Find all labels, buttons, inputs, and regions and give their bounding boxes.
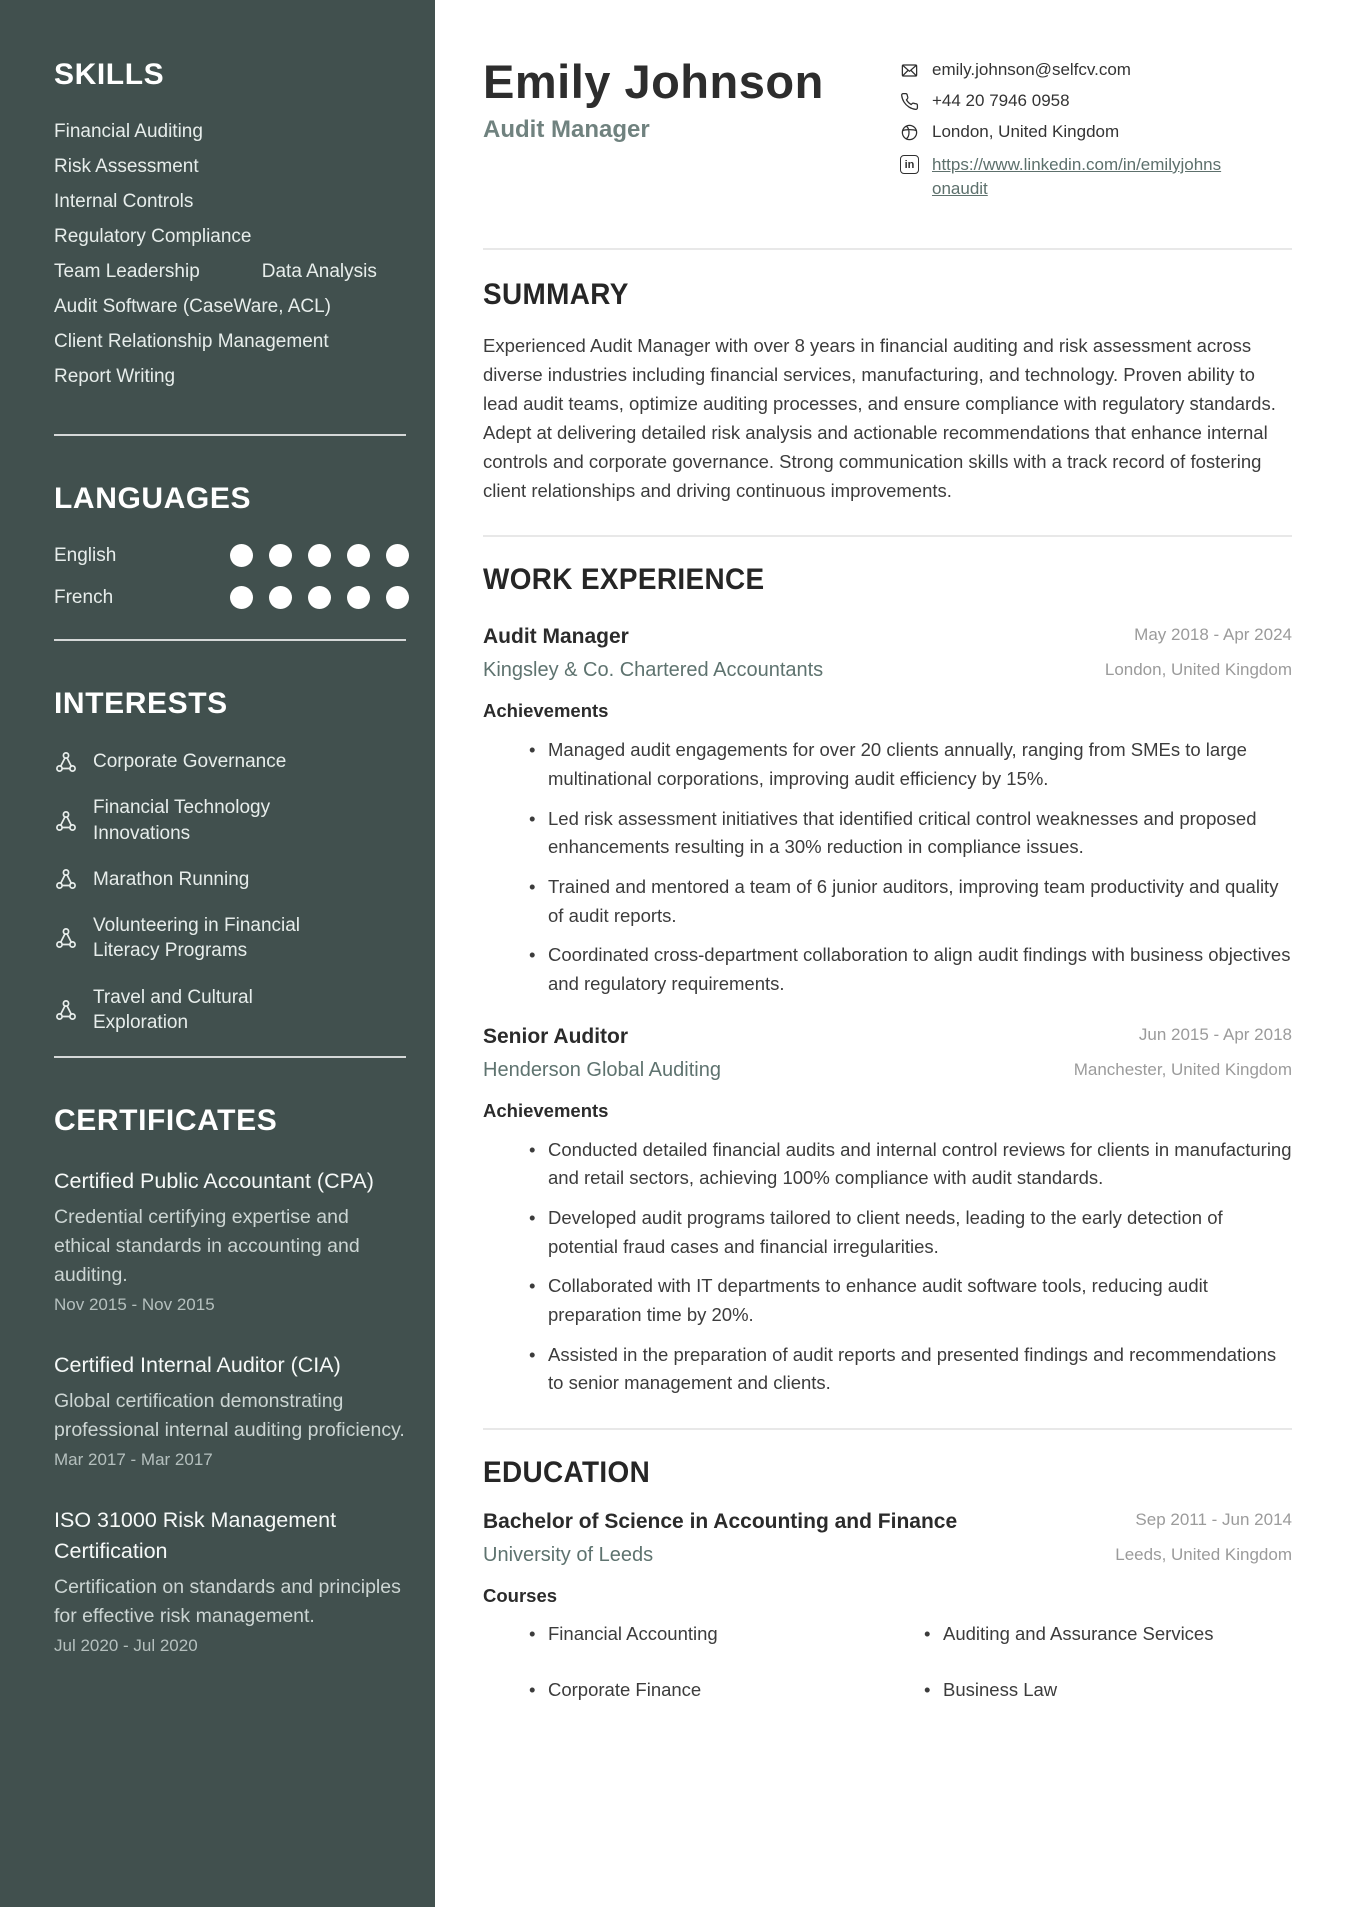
school-name: University of Leeds (483, 1544, 654, 1567)
degree-name: Bachelor of Science in Accounting and Finance (483, 1510, 958, 1534)
work-experience-section (483, 563, 1292, 1398)
skill-item: Risk Assessment (54, 156, 199, 177)
work-experience-title: WORK EXPERIENCE (483, 563, 765, 597)
achievements-label: Achievements (483, 1099, 609, 1121)
job-entry (483, 1025, 1292, 1398)
job-title-block (483, 625, 823, 682)
level-dot (230, 586, 253, 609)
envelope-icon (900, 61, 919, 80)
sidebar-divider (54, 639, 406, 641)
certificate-item (54, 1166, 409, 1315)
achievement-item: • Managed audit engagements for over 20 clients annually, ranging from SMEs to large multinational corporations, improving audit efficiency by 15%. (529, 736, 1292, 793)
skills-section-title: SKILLS (54, 58, 165, 91)
contact-location-row (900, 122, 1292, 142)
contact-email-row (900, 60, 1292, 80)
education-meta (1115, 1510, 1292, 1567)
skill-item: Financial Auditing (54, 121, 203, 142)
section-divider (483, 535, 1292, 537)
language-row (54, 544, 409, 567)
interest-item (54, 867, 409, 892)
job-location: London, United Kingdom (1104, 660, 1292, 680)
languages-section-title: LANGUAGES (54, 482, 252, 515)
achievement-item: • Trained and mentored a team of 6 junior auditors, improving team productivity and quality of audit reports. (529, 873, 1292, 930)
level-dot (230, 544, 253, 567)
globe-icon (900, 123, 919, 142)
language-name: English (54, 544, 117, 566)
certificate-name: Certified Internal Auditor (CIA) (54, 1352, 341, 1377)
achievement-item: • Led risk assessment initiatives that identified critical control weaknesses and proposed enhancements resulting in a 30% reduction in compliance issues. (529, 805, 1292, 862)
skill-item: Report Writing (54, 366, 176, 387)
skill-item: Regulatory Compliance (54, 226, 252, 247)
interest-item (54, 749, 409, 774)
job-meta (1105, 625, 1292, 682)
level-dot (347, 586, 370, 609)
achievement-item: • Assisted in the preparation of audit reports and presented findings and recommendations to senior management and clients. (529, 1341, 1292, 1398)
contact-location: London, United Kingdom (932, 122, 1120, 141)
interest-item (54, 913, 409, 964)
job-dates: Jun 2015 - Apr 2018 (1138, 1024, 1292, 1044)
achievement-item: • Developed audit programs tailored to client needs, leading to the early detection of potential fraud cases and financial irregularities. (529, 1204, 1292, 1261)
summary-section (483, 278, 1292, 505)
education-section (483, 1456, 1292, 1703)
job-dates: May 2018 - Apr 2024 (1134, 625, 1292, 645)
network-icon (54, 750, 78, 774)
job-title: Audit Manager (483, 625, 629, 649)
network-icon (54, 926, 78, 950)
course-item: • Auditing and Assurance Services (924, 1621, 1292, 1647)
interest-label: Marathon Running (93, 868, 250, 890)
linkedin-link[interactable]: https://www.linkedin.com/in/emilyjohnsonaudit (932, 155, 1222, 199)
certificate-item (54, 1350, 409, 1470)
level-dot (308, 586, 331, 609)
contact-phone: +44 20 7946 0958 (932, 91, 1070, 110)
skills-list (54, 120, 409, 388)
level-dot (269, 586, 292, 609)
level-dot (269, 544, 292, 567)
job-title: Senior Auditor (483, 1024, 629, 1048)
skill-item: Internal Controls (54, 191, 194, 212)
skill-item: Audit Software (CaseWare, ACL) (54, 296, 332, 317)
summary-title: SUMMARY (483, 278, 629, 312)
skill-item: Client Relationship Management (54, 331, 329, 352)
certificate-dates: Jul 2020 - Jul 2020 (54, 1635, 198, 1655)
achievement-item: • Coordinated cross-department collaboration to align audit findings with business objectives and regulatory requirements. (529, 941, 1292, 998)
sidebar (0, 0, 435, 1907)
courses-label: Courses (483, 1585, 558, 1607)
network-icon (54, 867, 78, 891)
sidebar-divider (54, 1056, 406, 1058)
certificate-dates: Mar 2017 - Mar 2017 (54, 1449, 213, 1469)
contact-phone-row (900, 91, 1292, 111)
person-job-title: Audit Manager (483, 115, 650, 143)
courses-list (529, 1621, 1292, 1703)
certificate-name: ISO 31000 Risk Management Certification (54, 1507, 337, 1563)
level-dot (386, 586, 409, 609)
skill-item: Team Leadership (54, 261, 200, 282)
achievement-item: • Conducted detailed financial audits and internal control reviews for clients in manufacturing and retail sectors, achieving 100% compliance with audit standards. (529, 1136, 1292, 1193)
course-item: • Financial Accounting (529, 1621, 924, 1647)
course-item: • Corporate Finance (529, 1677, 924, 1703)
certificate-description: Certification on standards and principles for effective risk management. (54, 1576, 401, 1627)
certificate-description: Global certification demonstrating professional internal auditing proficiency. (54, 1390, 405, 1441)
identity-block (483, 56, 824, 212)
network-icon (54, 998, 78, 1022)
interest-item (54, 795, 409, 846)
language-name: French (54, 586, 114, 608)
language-level-dots (230, 544, 409, 567)
achievements-list (529, 736, 1292, 998)
contact-block (900, 56, 1292, 212)
summary-text: Experienced Audit Manager with over 8 years in financial auditing and risk assessment across diverse industries including financial services, manufacturing, and technology. Proven ability to lead audit teams, optimize auditing processes, and ensure compliance with regulatory standards. Adept at delivering detailed risk analysis and actionable recommendations that enhance internal controls and corporate governance. Strong communication skills with a track record of fostering client relationships and driving continuous improvements. (483, 335, 1276, 501)
education-header (483, 1510, 1292, 1567)
contact-linkedin-row (900, 153, 1292, 201)
skill-item-row (54, 260, 409, 283)
interest-label: Corporate Governance (93, 751, 287, 772)
section-divider (483, 248, 1292, 250)
job-header (483, 1025, 1292, 1082)
level-dot (308, 544, 331, 567)
job-meta (1074, 1025, 1292, 1082)
header (483, 56, 1292, 212)
language-row (54, 586, 409, 609)
education-title: EDUCATION (483, 1456, 651, 1490)
interest-label: Travel and Cultural Exploration (93, 986, 253, 1033)
section-divider (483, 1428, 1292, 1430)
language-level-dots (230, 586, 409, 609)
job-entry (483, 625, 1292, 998)
achievements-list (529, 1136, 1292, 1398)
job-title-block (483, 1025, 721, 1082)
certificate-dates: Nov 2015 - Nov 2015 (54, 1294, 215, 1314)
achievements-label: Achievements (483, 700, 609, 722)
certificates-section-title: CERTIFICATES (54, 1104, 278, 1138)
sidebar-divider (54, 434, 406, 436)
education-location: Leeds, United Kingdom (1115, 1545, 1292, 1565)
phone-icon (900, 92, 919, 111)
interest-label: Volunteering in Financial Literacy Programs (93, 915, 301, 962)
job-header (483, 625, 1292, 682)
education-dates: Sep 2011 - Jun 2014 (1135, 1510, 1292, 1530)
job-location: Manchester, United Kingdom (1073, 1059, 1292, 1079)
contact-email: emily.johnson@selfcv.com (932, 60, 1131, 79)
person-name: Emily Johnson (483, 55, 824, 108)
interest-label: Financial Technology Innovations (93, 797, 271, 844)
job-company: Henderson Global Auditing (483, 1058, 721, 1081)
degree-block (483, 1510, 957, 1567)
skill-item: Data Analysis (261, 261, 377, 282)
certificate-item (54, 1505, 409, 1656)
achievement-item: • Collaborated with IT departments to enhance audit software tools, reducing audit preparation time by 20%. (529, 1272, 1292, 1329)
level-dot (347, 544, 370, 567)
course-item: • Business Law (924, 1677, 1292, 1703)
interests-list (54, 749, 409, 1035)
job-company: Kingsley & Co. Chartered Accountants (483, 659, 824, 682)
certificate-description: Credential certifying expertise and ethical standards in accounting and auditing. (54, 1206, 360, 1287)
interest-item (54, 985, 409, 1036)
interests-section-title: INTERESTS (54, 687, 228, 720)
main-column (435, 0, 1350, 1703)
certificate-name: Certified Public Accountant (CPA) (54, 1169, 374, 1194)
level-dot (386, 544, 409, 567)
linkedin-icon: in (900, 155, 919, 174)
network-icon (54, 809, 78, 833)
